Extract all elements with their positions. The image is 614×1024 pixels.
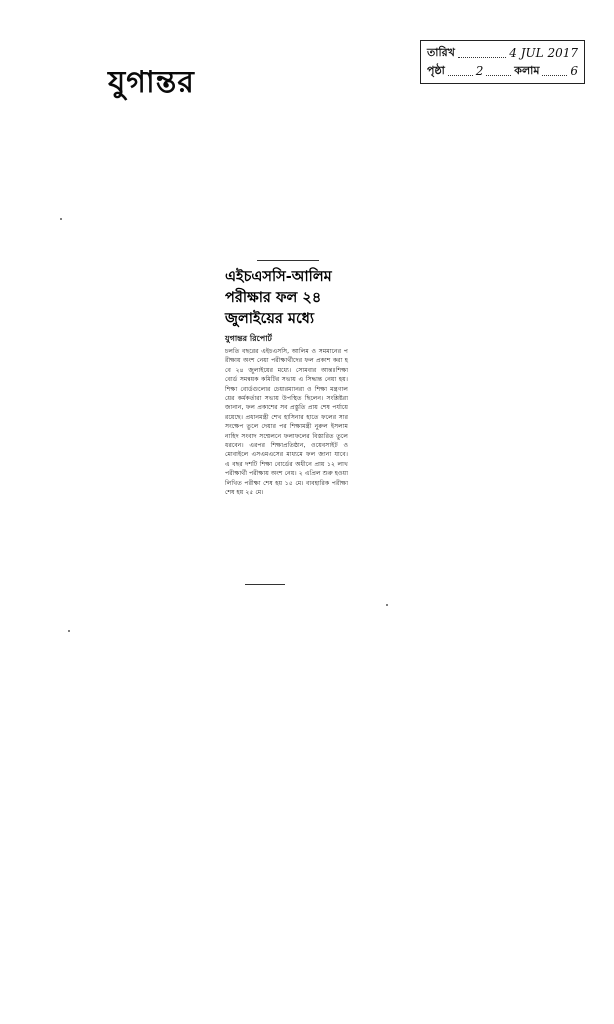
stamp-page-label: পৃষ্ঠা [427, 63, 445, 77]
newspaper-masthead: যুগান্তর [108, 65, 195, 100]
scan-speck [60, 218, 62, 220]
clipping-date-stamp [420, 40, 585, 84]
stamp-date-value: 4 JUL 2017 [509, 46, 578, 60]
clipping-bottom-rule [245, 584, 285, 585]
stamp-date-label: তারিখ [427, 45, 455, 59]
stamp-page-value: 2 [475, 64, 484, 78]
stamp-date-row [427, 44, 578, 62]
stamp-column-label: কলাম [514, 63, 540, 77]
stamp-page-row [427, 62, 578, 80]
news-clipping [225, 255, 350, 590]
scan-speck [386, 604, 388, 606]
clipping-top-rule [257, 260, 319, 261]
scan-speck [68, 630, 70, 632]
stamp-dotted-line [486, 67, 511, 76]
stamp-dotted-line [542, 67, 567, 76]
stamp-dotted-line [458, 49, 506, 58]
article-byline: যুগান্তর রিপোর্ট [225, 334, 272, 343]
article-body: চলতি বছরের এইচএসসি, আলিম ও সমমানের পরীক্ষায় অংশ নেয়া পরীক্ষার্থীদের ফল প্রকাশ করা হবে ২৪ জুলাইয়ের মধ্যে। সোমবার আন্তঃশিক্ষা বোর্ড সমন্বয়ক কমিটির সভায় এ সিদ্ধান্ত নেয়া হয়। শিক্ষা বোর্ডগুলোর চেয়ারম্যানরা ও শিক্ষা মন্ত্রণালয়ের কর্মকর্তারা সভায় উপস্থিত ছিলেন। সংশ্লিষ্টরা জানান, ফল প্রকাশের সব প্রস্তুতি প্রায় শেষ পর্যায়ে রয়েছে। প্রধানমন্ত্রী শেখ হাসিনার হাতে ফলের সারসংক্ষেপ তুলে দেয়ার পর শিক্ষামন্ত্রী নুরুল ইসলাম নাহিদ সংবাদ সম্মেলনে ফলাফলের বিস্তারিত তুলে ধরবেন। এরপর শিক্ষাপ্রতিষ্ঠান, ওয়েবসাইট ও মোবাইলে এসএমএসের মাধ্যমে ফল জানা যাবে। এ বছর দশটি শিক্ষা বোর্ডের অধীনে প্রায় ১২ লাখ পরীক্ষার্থী পরীক্ষায় অংশ নেয়। ২ এপ্রিল শুরু হওয়া লিখিত পরীক্ষা শেষ হয় ১৫ মে। ব্যবহারিক পরীক্ষা শেষ হয় ২৫ মে। [225, 348, 348, 497]
stamp-dotted-line [448, 67, 473, 76]
article-headline: এইচএসসি-আলিম পরীক্ষার ফল ২৪ জুলাইয়ের মধ্যে [225, 269, 332, 327]
stamp-column-value: 6 [570, 64, 578, 78]
